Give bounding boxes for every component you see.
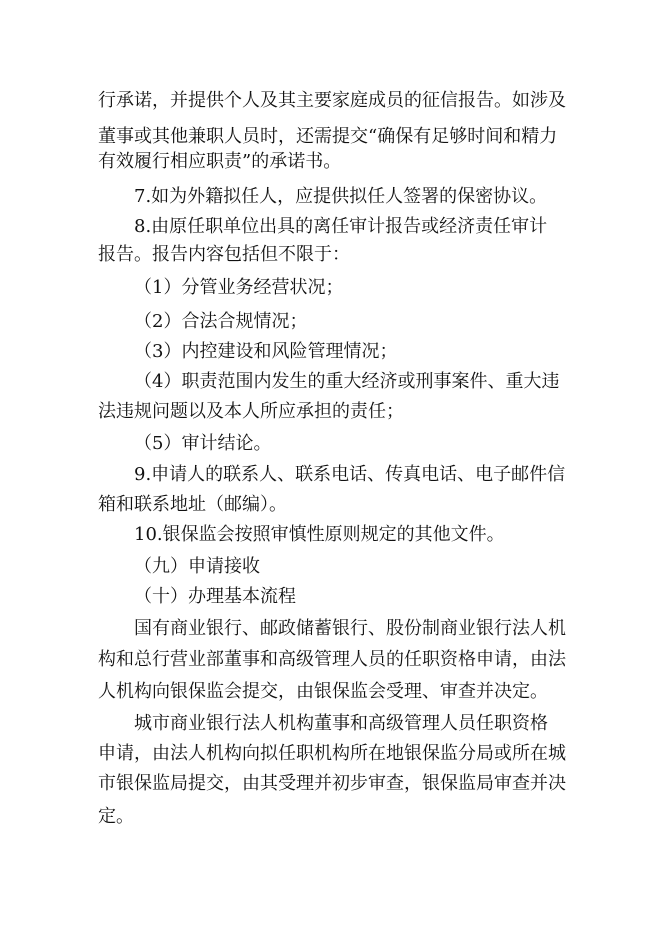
- text-line: 箱和联系地址（邮编）。: [98, 494, 287, 515]
- text-line: 人机构向银保监会提交，由银保监会受理、审查并决定。: [98, 681, 548, 702]
- text-line: （十）办理基本流程: [134, 586, 296, 607]
- text-line: 城市商业银行法人机构董事和高级管理人员任职资格: [134, 713, 548, 734]
- text-line: 法违规问题以及本人所应承担的责任；: [98, 401, 404, 422]
- text-line: 8.由原任职单位出具的离任审计报告或经济责任审计: [134, 216, 548, 237]
- text-line: 构和总行营业部董事和高级管理人员的任职资格申请，由法: [98, 649, 566, 670]
- text-line: 有效履行相应职责”的承诺书。: [98, 151, 342, 172]
- text-line: （5）审计结论。: [134, 433, 272, 454]
- text-line: 定。: [98, 806, 134, 827]
- text-line: 报告。报告内容包括但不限于：: [98, 244, 350, 265]
- text-line: （4）职责范围内发生的重大经济或刑事案件、重大违: [134, 371, 560, 392]
- text-line: （1）分管业务经营状况；: [134, 277, 344, 298]
- text-line: 国有商业银行、邮政储蓄银行、股份制商业银行法人机: [134, 618, 566, 639]
- text-line: （3）内控建设和风险管理情况；: [134, 341, 398, 362]
- text-line: 申请，由法人机构向拟任职机构所在地银保监分局或所在城: [98, 743, 566, 764]
- text-line: 9.申请人的联系人、联系电话、传真电话、电子邮件信: [134, 464, 566, 485]
- text-line: 7.如为外籍拟任人，应提供拟任人签署的保密协议。: [134, 186, 548, 207]
- text-line: （2）合法合规情况；: [134, 311, 308, 332]
- text-line: （九）申请接收: [134, 556, 260, 577]
- text-line: 行承诺，并提供个人及其主要家庭成员的征信报告。如涉及: [98, 90, 566, 111]
- text-line: 10.银保监会按照审慎性原则规定的其他文件。: [134, 524, 505, 545]
- text-line: 董事或其他兼职人员时，还需提交“确保有足够时间和精力: [98, 126, 558, 147]
- text-line: 市银保监局提交，由其受理并初步审查，银保监局审查并决: [98, 773, 566, 794]
